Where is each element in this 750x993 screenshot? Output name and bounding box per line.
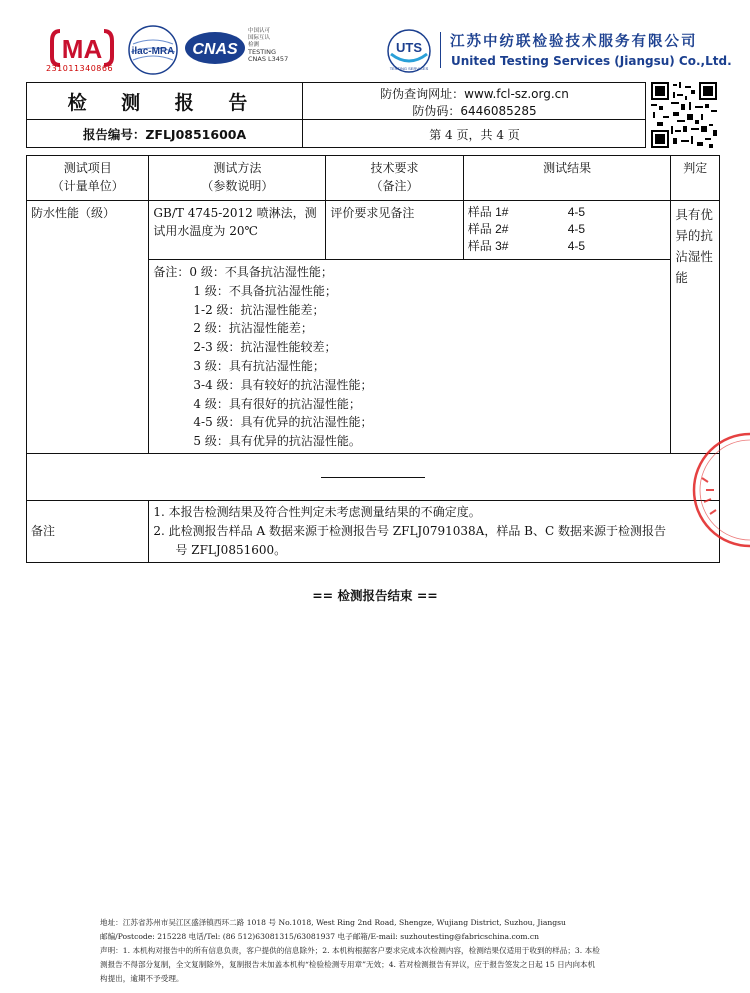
footer-disclaimer: 声明：1. 本机构对报告中的所有信息负责，客户提供的信息除外；2. 本机构根据客户要求完成本次检测内容，检测结果仅适用于收到的样品；3. 本检	[100, 946, 600, 955]
company-name-cn: 江苏中纺联检验技术服务有限公司	[450, 34, 698, 50]
remarks-label: 备注	[27, 500, 149, 562]
uts-text: UTS	[396, 40, 422, 55]
table-header-row	[27, 156, 720, 201]
uts-logo	[385, 28, 433, 74]
remarks-cell	[149, 500, 720, 562]
report-title: 检 测 报 告	[67, 91, 262, 114]
grade-note: 3 级：具有抗沾湿性能；	[193, 358, 325, 373]
sample-result: 样品 2# 4-5	[467, 222, 586, 236]
ma-logo-text: MA	[61, 34, 103, 64]
grade-note-first: 备注：0 级：不具备抗沾湿性能；	[153, 265, 333, 279]
remark-line: 1. 本报告检测结果及符合性判定未考虑测量结果的不确定度。	[153, 504, 481, 519]
cnas-text: CNAS	[192, 41, 238, 58]
requirement-cell: 评价要求见备注	[326, 201, 463, 260]
header-verdict: 判定	[671, 156, 720, 201]
separator-cell	[27, 453, 720, 500]
report-number: 报告编号：ZFLJ0851600A	[82, 127, 247, 142]
grade-note: 2-3 级：抗沾湿性能较差；	[193, 340, 337, 355]
grade-note: 1 级：不具备抗沾湿性能；	[193, 283, 337, 298]
cnas-logo	[184, 30, 246, 66]
separator-row	[27, 453, 720, 500]
grade-note: 5 级：具有优异的抗沾湿性能。	[193, 434, 361, 449]
uts-ring-text: TESTING SERVICES	[389, 66, 429, 71]
sample-result: 样品 3# 4-5	[467, 239, 586, 253]
grade-note: 4 级：具有很好的抗沾湿性能；	[193, 396, 361, 411]
table-row	[27, 201, 720, 260]
grade-note: 4-5 级：具有优异的抗沾湿性能；	[193, 415, 373, 430]
official-stamp	[688, 430, 750, 550]
footer-address: 地址：江苏省苏州市吴江区盛泽镇西环二路 1018 号 No.1018, West Ring 2nd Road, Shengze, Wujiang District, Suzhou, Jiangsu	[100, 918, 566, 927]
grade-note: 1-2 级：抗沾湿性能差；	[193, 302, 325, 317]
footer-disclaimer: 测报告不得部分复制，全文复制除外，复制报告未加盖本机构“检验检测专用章”无效；4. 若对检测报告有异议，应于报告签发之日起 15 日内向本机	[100, 960, 596, 969]
test-item-cell: 防水性能（级）	[27, 201, 149, 454]
remark-line: 2. 此检测报告样品 A 数据来源于检测报告号 ZFLJ0791038A，样品 B、C 数据来源于检测报告	[153, 523, 666, 538]
result-cell	[463, 201, 671, 260]
header-test-method: 测试方法 （参数说明）	[149, 156, 326, 201]
test-method-cell: GB/T 4745-2012 喷淋法，测试用水温度为 20℃	[149, 201, 326, 260]
ilac-text: ilac-MRA	[131, 46, 175, 57]
header-divider	[440, 32, 441, 68]
footer	[100, 916, 660, 986]
cnas-side-text: 中国认可 国际互认 检测 TESTING CNAS L3457	[248, 28, 289, 63]
grade-note: 2 级：抗沾湿性能差；	[193, 321, 313, 336]
company-name-en: United Testing Services (Jiangsu) Co.,Ltd.	[451, 54, 732, 68]
grade-notes-cell	[149, 260, 671, 454]
header-test-item: 测试项目 （计量单位）	[27, 156, 149, 201]
remarks-row	[27, 500, 720, 562]
cma-code: 231011340866	[46, 64, 114, 73]
ilac-mra-logo	[127, 24, 179, 76]
header-requirement: 技术要求 （备注）	[326, 156, 463, 201]
report-end-marker: == 检测报告结束 ==	[312, 588, 438, 603]
footer-disclaimer: 构提出，逾期不予受理。	[100, 974, 184, 983]
header-result: 测试结果	[463, 156, 671, 201]
sample-result: 样品 1# 4-5	[467, 205, 586, 219]
remark-line: 号 ZFLJ0851600。	[175, 542, 287, 557]
verify-url: 防伪查询网址：www.fcl-sz.org.cn	[380, 87, 569, 101]
page-info: 第 4 页，共 4 页	[429, 127, 520, 142]
qr-code-icon	[651, 82, 717, 148]
footer-contact: 邮编/Postcode: 215228 电话/Tel: (86 512)63081315/63081937 电子邮箱/E-mail: suzhoutesting@fabricschina.com.cn	[100, 932, 540, 941]
verdict-cell: 具有优异的抗沾湿性能	[671, 201, 720, 454]
grade-note: 3-4 级：具有较好的抗沾湿性能；	[193, 377, 373, 392]
test-results-table	[26, 155, 720, 563]
verify-code: 防伪码：6446085285	[412, 104, 537, 118]
separator-dash	[321, 477, 425, 478]
